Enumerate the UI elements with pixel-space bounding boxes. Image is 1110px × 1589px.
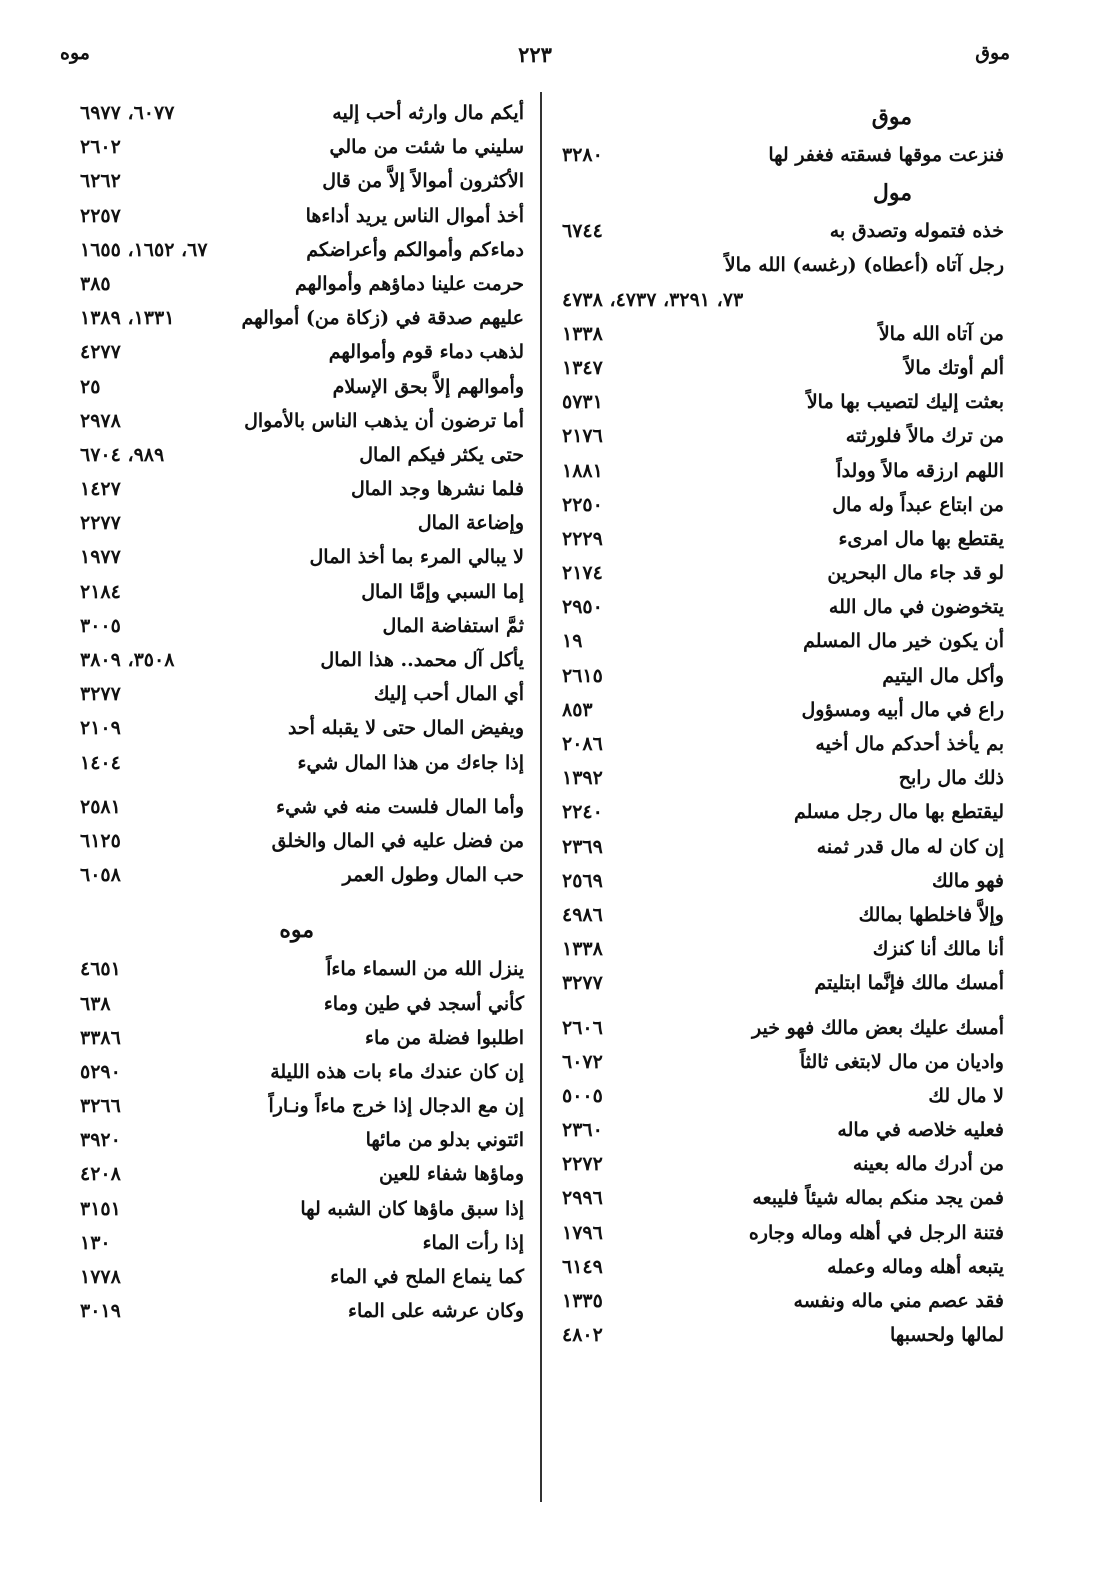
hadith-refs: ٤٢٧٧ (80, 341, 121, 364)
index-entry (80, 858, 524, 892)
hadith-refs: ٢٢٥٧ (80, 204, 121, 227)
index-entry (80, 506, 524, 540)
hadith-phrase: يتبعه أهله وماله وعمله (827, 1255, 1004, 1278)
hadith-refs: ٣٣٨٦ (80, 1026, 121, 1049)
hadith-refs: ٦٣٨ (80, 992, 111, 1015)
page-number: ٢٢٣ (518, 42, 552, 67)
index-entry (80, 438, 524, 472)
hadith-phrase: إن كان له مال قدر ثمنه (816, 835, 1004, 858)
root-heading: موق (871, 104, 912, 130)
hadith-phrase: أن يكون خير مال المسلم (803, 630, 1004, 653)
hadith-refs: ١٣٣٨ (562, 938, 603, 961)
hadith-phrase: وكان عرشه على الماء (348, 1300, 524, 1323)
index-entry (80, 96, 524, 130)
entry-refs-continuation (562, 283, 1004, 317)
index-entry (562, 317, 1004, 351)
hadith-phrase: ويفيض المال حتى لا يقبله أحد (287, 717, 524, 740)
hadith-phrase: أمسك مالك فإنَّما ابتليتم (814, 972, 1004, 995)
index-entry (80, 130, 524, 164)
index-entry (80, 1021, 524, 1055)
hadith-phrase: أي المال أحب إليك (373, 683, 524, 706)
hadith-phrase: فهو مالك (931, 869, 1004, 892)
hadith-refs: ٣٢٧٧ (80, 683, 121, 706)
hadith-refs: ٢٣٦٠ (562, 1119, 603, 1142)
index-entry (562, 659, 1004, 693)
hadith-refs: ٢٣٦٩ (562, 835, 603, 858)
hadith-refs: ٢٠٨٦ (562, 733, 603, 755)
hadith-phrase: الأكثرون أموالاً إلاَّ من قال (322, 170, 524, 193)
index-entry (80, 1157, 524, 1191)
hadith-phrase: ائتوني بدلو من مائها (365, 1129, 524, 1152)
hadith-phrase: ذلك مال رابح (898, 767, 1004, 790)
hadith-phrase: إن مع الدجال إذا خرج ماءاً ونـاراً (268, 1095, 524, 1118)
root-heading: موه (279, 917, 314, 944)
hadith-phrase: فمن يجد منكم بماله شيئاً فليبعه (752, 1187, 1004, 1210)
hadith-refs: ٦١٢٥ (80, 829, 121, 852)
hadith-refs: ٣٠١٩ (80, 1300, 121, 1323)
hadith-phrase: أخذ أموال الناس يريد أداءها (305, 204, 524, 227)
hadith-refs: ١٣٠ (80, 1231, 111, 1254)
hadith-refs: ٢٢٤٠ (562, 801, 603, 824)
index-entry (80, 1089, 524, 1123)
hadith-phrase: لو قد جاء مال البحرين (827, 562, 1004, 585)
spacer (80, 780, 524, 790)
hadith-phrase: راع في مال أبيه ومسؤول (801, 698, 1004, 721)
hadith-phrase: فقد عصم مني ماله ونفسه (793, 1290, 1004, 1312)
hadith-refs: ٢١٧٤ (562, 562, 603, 585)
hadith-refs: ٢٦١٥ (562, 664, 603, 687)
hadith-phrase: اللهم ارزقه مالاً وولداً (836, 459, 1004, 482)
index-entry (80, 746, 524, 780)
hadith-phrase: وأما المال فلست منه في شيء (276, 795, 524, 818)
hadith-refs: ٢٦٠٦ (562, 1016, 603, 1039)
hadith-phrase: فنزعت موقها فسقته فغفر لها (768, 144, 1004, 166)
hadith-refs: ١٤٠٤ (80, 751, 121, 774)
index-entry (562, 488, 1004, 522)
hadith-phrase: إذا جاءك من هذا المال شيء (297, 751, 524, 774)
index-entry (80, 199, 524, 233)
hadith-phrase: وإلاَّ فاخلطها بمالك (858, 903, 1004, 926)
hadith-refs: ٤٢٠٨ (80, 1163, 121, 1186)
hadith-phrase: واديان من مال لابتغى ثالثاً (799, 1050, 1004, 1073)
hadith-refs: ٥٠٠٥ (562, 1084, 603, 1107)
hadith-refs: ١٣٣١، ١٣٨٩ (80, 307, 175, 330)
hadith-refs: ٣٢٧٧ (562, 972, 603, 995)
hadith-phrase: إما السبي وإمَّا المال (361, 580, 524, 603)
hadith-phrase: إذا رأت الماء (422, 1231, 524, 1254)
hadith-phrase: إذا سبق ماؤها كان الشبه لها (300, 1197, 524, 1220)
hadith-refs: ٣٩٢٠ (80, 1129, 121, 1152)
hadith-refs: ٤٨٠٢ (562, 1324, 603, 1347)
hadith-phrase: أنا مالك أنا كنزك (872, 938, 1004, 961)
hadith-phrase: فلما نشرها وجد المال (350, 478, 524, 501)
hadith-refs: ٦٧٤٤ (562, 220, 603, 243)
hadith-refs: ٢٩٩٦ (562, 1187, 603, 1210)
hadith-refs: ١٣٣٥ (562, 1290, 603, 1312)
header-root-left: موه (60, 42, 90, 64)
index-entry (562, 1216, 1004, 1250)
running-header (60, 42, 1010, 78)
index-entry (80, 233, 524, 267)
hadith-refs: ٩٨٩، ٦٧٠٤ (80, 443, 165, 466)
hadith-phrase: أيكم مال وارثه أحب إليه (332, 102, 524, 124)
hadith-phrase: وإضاعة المال (417, 512, 524, 535)
hadith-refs: ٢٢٢٩ (562, 527, 603, 550)
index-entry (80, 790, 524, 824)
hadith-refs: ٢٥٨١ (80, 795, 121, 818)
hadith-phrase: لمالها ولحسبها (890, 1324, 1004, 1347)
hadith-phrase: بعثت إليك لتصيب بها مالاً (806, 391, 1004, 414)
index-entry (562, 454, 1004, 488)
hadith-phrase: إن كان عندك ماء بات هذه الليلة (270, 1060, 524, 1083)
hadith-phrase: اطلبوا فضلة من ماء (365, 1026, 524, 1049)
hadith-phrase: عليهم صدقة في (زكاة من) أموالهم (241, 307, 524, 330)
hadith-refs: ٣٥٠٨، ٣٨٠٩ (80, 649, 175, 671)
index-entry (80, 711, 524, 745)
index-entry (562, 248, 1004, 282)
index-entry (562, 1250, 1004, 1284)
index-entry (80, 164, 524, 198)
index-entry (562, 1011, 1004, 1045)
hadith-phrase: ينزل الله من السماء ماءاً (326, 958, 524, 981)
index-entry (80, 1226, 524, 1260)
hadith-phrase: حب المال وطول العمر (342, 864, 524, 887)
hadith-phrase: كما ينماع الملح في الماء (330, 1266, 524, 1288)
hadith-phrase: يقتطع بها مال امرىء (838, 527, 1004, 550)
hadith-phrase: من آتاه الله مالاً (878, 322, 1004, 345)
index-entry (80, 609, 524, 643)
column-divider (540, 92, 542, 1502)
hadith-phrase: ثمَّ استفاضة المال (382, 614, 524, 637)
index-entry (562, 522, 1004, 556)
index-entry (80, 824, 524, 858)
index-entry (80, 1055, 524, 1089)
index-entry (562, 966, 1004, 1000)
hadith-refs: ٥٢٩٠ (80, 1060, 121, 1083)
hadith-refs: ١٧٧٨ (80, 1266, 121, 1288)
index-entry (562, 932, 1004, 966)
hadith-refs: ٢٢٧٢ (562, 1153, 603, 1176)
root-heading: مول (872, 180, 912, 207)
spacer (562, 1001, 1004, 1011)
hadith-refs: ١٣٤٧ (562, 356, 603, 379)
hadith-refs: ٣٨٥ (80, 272, 111, 295)
hadith-refs: ٦١٤٩ (562, 1255, 603, 1278)
index-entry (80, 1192, 524, 1226)
hadith-refs: ٢٥٦٩ (562, 869, 603, 892)
index-entry (80, 643, 524, 677)
hadith-phrase: أمسك عليك بعض مالك فهو خير (752, 1016, 1004, 1039)
index-entry (562, 351, 1004, 385)
hadith-refs: ١٤٢٧ (80, 478, 121, 501)
hadith-refs: ٤٩٨٦ (562, 903, 603, 926)
index-entry (562, 1147, 1004, 1181)
hadith-phrase: حتى يكثر فيكم المال (359, 443, 524, 466)
hadith-refs: ٤٦٥١ (80, 958, 121, 981)
index-entry (562, 693, 1004, 727)
index-entry (562, 1318, 1004, 1352)
index-entry (562, 1045, 1004, 1079)
hadith-phrase: دماءكم وأموالكم وأعراضكم (306, 238, 524, 261)
left-column (80, 96, 524, 1328)
index-entry (80, 404, 524, 438)
hadith-refs: ٣٢٨٠ (562, 144, 603, 166)
index-entry (562, 761, 1004, 795)
hadith-refs: ٦٧، ١٦٥٢، ١٦٥٥ (80, 238, 208, 261)
hadith-refs: ٢٢٥٠ (562, 493, 603, 516)
index-entry (562, 214, 1004, 248)
index-entry (80, 472, 524, 506)
hadith-refs: ٢١٧٦ (562, 425, 603, 448)
index-entry (562, 590, 1004, 624)
hadith-phrase: فتنة الرجل في أهله وماله وجاره (748, 1221, 1004, 1244)
hadith-phrase: سليني ما شئت من مالي (329, 136, 524, 159)
index-entry (80, 1260, 524, 1294)
hadith-phrase: من ابتاع عبداً وله مال (832, 493, 1004, 516)
index-entry (562, 556, 1004, 590)
hadith-phrase: كأني أسجد في طين وماء (323, 992, 524, 1015)
index-entry (80, 540, 524, 574)
index-entry (80, 335, 524, 369)
index-entry (80, 1294, 524, 1328)
hadith-phrase: وأكل مال اليتيم (882, 664, 1004, 687)
hadith-refs: ٦٠٥٨ (80, 864, 121, 887)
index-entry (562, 1113, 1004, 1147)
hadith-refs: ٦٠٧٧، ٦٩٧٧ (80, 102, 175, 124)
hadith-phrase: لذهب دماء قوم وأموالهم (328, 341, 524, 364)
hadith-refs: ٢١٨٤ (80, 580, 121, 603)
hadith-refs: ٢٦٠٢ (80, 136, 121, 159)
hadith-phrase: خذه فتموله وتصدق به (829, 220, 1004, 243)
index-entry (562, 830, 1004, 864)
index-entry (562, 419, 1004, 453)
hadith-refs: ٦٢٦٢ (80, 170, 121, 193)
hadith-phrase: ليقتطع بها مال رجل مسلم (793, 801, 1004, 824)
hadith-phrase: من ترك مالاً فلورثته (845, 425, 1004, 448)
hadith-phrase: وماؤها شفاء للعين (378, 1163, 524, 1186)
hadith-phrase: لا مال لك (928, 1084, 1004, 1107)
hadith-phrase: لا يبالي المرء بما أخذ المال (309, 546, 524, 569)
index-entry (562, 727, 1004, 761)
index-entry (80, 301, 524, 335)
index-entry (80, 370, 524, 404)
hadith-refs: ٨٥٣ (562, 698, 593, 721)
index-entry (562, 624, 1004, 658)
index-entry (80, 952, 524, 986)
index-entry (562, 795, 1004, 829)
hadith-refs: ٥٧٣١ (562, 391, 603, 414)
hadith-phrase: من فضل عليه في المال والخلق (271, 829, 524, 852)
right-column (562, 96, 1004, 1352)
hadith-refs: ١٣٩٢ (562, 767, 603, 790)
hadith-phrase: بم يأخذ أحدكم مال أخيه (815, 733, 1004, 755)
index-entry (562, 138, 1004, 172)
hadith-phrase: رجل آتاه (أعطاه) (رغسه) الله مالاً (724, 254, 1004, 277)
index-entry (562, 1284, 1004, 1318)
hadith-refs: ١٧٩٦ (562, 1221, 603, 1244)
hadith-refs: ٢٢٧٧ (80, 512, 121, 535)
hadith-refs: ١٣٣٨ (562, 322, 603, 345)
hadith-phrase: حرمت علينا دماؤهم وأموالهم (295, 272, 524, 295)
hadith-refs: ٦٠٧٢ (562, 1050, 603, 1073)
index-entry (562, 1181, 1004, 1215)
hadith-refs: ١٩٧٧ (80, 546, 121, 569)
index-entry (80, 267, 524, 301)
hadith-refs: ٢٥ (80, 375, 101, 398)
hadith-refs: ٣٢٦٦ (80, 1095, 121, 1118)
index-entry (562, 385, 1004, 419)
hadith-phrase: أما ترضون أن يذهب الناس بالأموال (244, 409, 524, 432)
index-entry (562, 898, 1004, 932)
hadith-phrase: يأكل آل محمد.. هذا المال (320, 649, 524, 671)
hadith-refs: ١٩ (562, 630, 583, 653)
hadith-refs: ٢٩٥٠ (562, 596, 603, 619)
index-entry (80, 677, 524, 711)
hadith-phrase: من أدرك ماله بعينه (852, 1153, 1004, 1176)
hadith-refs: ٣١٥١ (80, 1197, 121, 1220)
hadith-phrase: فعليه خلاصه في ماله (837, 1119, 1004, 1142)
hadith-refs: ٣٠٠٥ (80, 614, 121, 637)
hadith-refs: ٧٣، ٣٢٩١، ٤٧٣٧، ٤٧٣٨ (562, 288, 744, 311)
hadith-refs: ١٨٨١ (562, 459, 603, 482)
hadith-phrase: ألم أوتك مالاً (904, 356, 1004, 379)
index-entry (562, 1079, 1004, 1113)
hadith-refs: ٢١٠٩ (80, 717, 121, 740)
index-entry (80, 987, 524, 1021)
hadith-phrase: وأموالهم إلاَّ بحق الإسلام (332, 375, 524, 398)
hadith-phrase: يتخوضون في مال الله (828, 596, 1004, 619)
header-root-right: موق (975, 42, 1010, 64)
index-entry (80, 575, 524, 609)
index-entry (562, 864, 1004, 898)
hadith-refs: ٢٩٧٨ (80, 409, 121, 432)
index-entry (80, 1123, 524, 1157)
